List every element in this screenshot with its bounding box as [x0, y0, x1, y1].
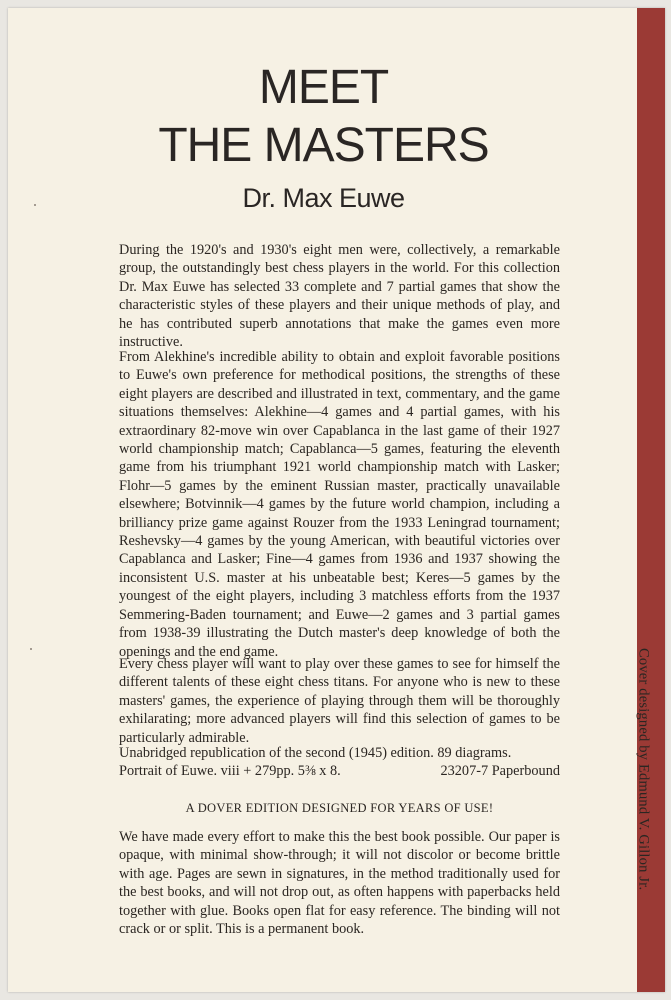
paragraph-text: Every chess player will want to play over these games to see for himself the different talents of these eight chess titans. For anyone who is new to these masters' games, the experience of playing through them will be thoroughly exhilarating; more advanced players will find this selection of games to be particularly admirable.	[119, 656, 560, 746]
publication-info	[119, 744, 560, 781]
cover-credit: Cover designed by Edmund V. Gillon Jr.	[635, 648, 652, 891]
description-paragraph-2	[119, 348, 560, 661]
dover-heading: A DOVER EDITION DESIGNED FOR YEARS OF USE!	[185, 801, 494, 815]
dover-paragraph	[119, 828, 560, 938]
paragraph-text: We have made every effort to make this the best book possible. Our paper is opaque, with minimal show-through; it will not discolor or become brittle with age. Pages are sewn in signatures, in the method traditionally used for the best books, and will not drop out, as often happens with paperbacks held together with glue. Books open flat for easy reference. The binding will not crack or or split. This is a permanent book.	[119, 829, 560, 938]
isbn-info: 23207-7 Paperbound	[440, 763, 560, 780]
paper-speck	[30, 648, 32, 650]
author-name: Dr. Max Euwe	[242, 183, 405, 213]
paragraph-text: From Alekhine's incredible ability to obtain and exploit favorable positions to Euwe's own preference for methodical positions, the strengths of these eight players are described and illustrated in text, commentary, and the game situations themselves: Alekhine—4 games and 4 partial games, with his extraordinary 82-move win over Capablanca in the last game of their 1927 world championship match; Capablanca—5 games, featuring the eleventh game from his triumphant 1921 world championship match with Lasker; Flohr—5 games by the eminent Russian master, practically unavailable elsewhere; Botvinnik—4 games by the future world champion, including a brilliancy prize game against Rouzer from the 1933 Leningrad tournament; Reshevsky—4 games by the young American, with beautiful victories over Capablanca and Lasker; Fine—4 games from 1936 and 1937 showing the inconsistent U.S. master at his unbeatable best; Keres—5 games by the youngest of the eight players, including 3 matchless efforts from the 1937 Semmering-Baden tournament; and Euwe—2 games and 3 partial games from 1938-39 illustrating the Dutch master's deep knowledge of both the openings and the end game.	[119, 349, 560, 660]
paper-speck	[34, 204, 36, 206]
page-count: Portrait of Euwe. viii + 279pp. 5⅜ x 8.	[119, 763, 341, 780]
description-paragraph-1	[119, 241, 560, 351]
publication-line-2	[119, 762, 560, 780]
publication-line-1: Unabridged republication of the second (1945) edition. 89 diagrams.	[119, 745, 512, 761]
paragraph-text: During the 1920's and 1930's eight men were, collectively, a remarkable group, the outstandingly best chess players in the world. For this collection Dr. Max Euwe has selected 33 complete and 7 partial games that show the characteristic styles of these players and their unique methods of play, and he has contributed superb annotations that make the games even more instructive.	[119, 242, 560, 351]
description-paragraph-3	[119, 655, 560, 747]
book-back-cover	[8, 8, 665, 992]
title-line-1: MEET	[258, 61, 389, 114]
title-line-2: THE MASTERS	[158, 119, 489, 172]
